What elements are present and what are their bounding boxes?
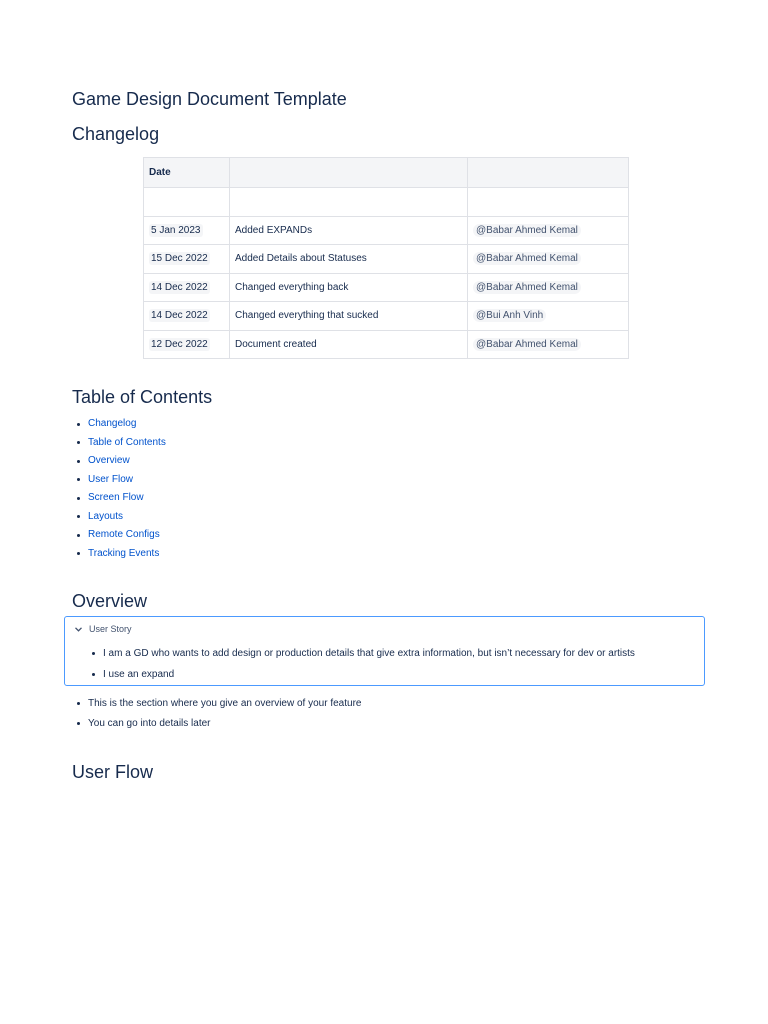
- list-item-text: I am a GD who wants to add design or production details that give extra information, but isn’t necessary for dev or artists: [103, 647, 635, 659]
- list-item: [87, 664, 635, 685]
- cell-date: [144, 245, 230, 274]
- bullet-icon: [77, 423, 80, 426]
- bullet-icon: [77, 722, 80, 725]
- list-item: [72, 545, 166, 564]
- cell-date: [144, 302, 230, 331]
- user-mention[interactable]: @Babar Ahmed Kemal: [473, 281, 581, 294]
- expand-toggle[interactable]: [73, 624, 132, 634]
- changelog-table: [143, 157, 629, 359]
- column-header-date: Date: [144, 158, 230, 188]
- bullet-icon: [77, 552, 80, 555]
- column-header-author: [468, 158, 629, 188]
- bullet-icon: [92, 673, 95, 676]
- bullet-icon: [77, 460, 80, 463]
- table-row: [144, 273, 629, 302]
- toc-link-table-of-contents[interactable]: Table of Contents: [88, 436, 166, 448]
- list-item: [72, 471, 166, 490]
- list-item: [72, 489, 166, 508]
- toc-link-layouts[interactable]: Layouts: [88, 510, 124, 522]
- overview-heading: Overview: [72, 591, 148, 611]
- toc-link-overview[interactable]: Overview: [88, 455, 130, 466]
- changelog-heading: Changelog: [72, 124, 160, 144]
- date-lozenge[interactable]: 14 Dec 2022: [151, 281, 208, 293]
- bullet-icon: [92, 652, 95, 655]
- toc-link-tracking-events[interactable]: Tracking Events: [88, 547, 160, 559]
- list-item: [72, 415, 166, 434]
- cell-author: [468, 302, 629, 331]
- list-item-text: This is the section where you give an overview of your feature: [88, 698, 362, 710]
- cell-date: [144, 273, 230, 302]
- toc-link-user-flow[interactable]: User Flow: [88, 473, 134, 485]
- cell-change: Changed everything that sucked: [230, 302, 468, 331]
- user-mention[interactable]: @Bui Anh Vinh: [473, 309, 546, 322]
- user-mention[interactable]: @Babar Ahmed Kemal: [473, 224, 581, 237]
- date-lozenge[interactable]: 15 Dec 2022: [151, 253, 208, 265]
- page-title: Game Design Document Template: [72, 89, 347, 109]
- cell-change: Changed everything back: [230, 273, 468, 302]
- toc-heading: Table of Contents: [72, 387, 213, 407]
- bullet-icon: [77, 478, 80, 481]
- expand-content-list: [87, 643, 635, 685]
- expand-title: User Story: [89, 624, 132, 634]
- list-item-text: I use an expand: [103, 668, 175, 680]
- list-item: [72, 714, 361, 734]
- bullet-icon: [77, 497, 80, 500]
- table-row: [144, 302, 629, 331]
- cell-author: [468, 245, 629, 274]
- table-row: [144, 216, 629, 245]
- table-row: [144, 330, 629, 359]
- cell-author: [468, 273, 629, 302]
- cell-date: [144, 216, 230, 245]
- cell-change: Added Details about Statuses: [230, 245, 468, 274]
- user-flow-heading: User Flow: [72, 762, 154, 782]
- list-item-text: You can go into details later: [88, 717, 211, 729]
- date-lozenge[interactable]: 5 Jan 2023: [151, 224, 201, 236]
- user-mention[interactable]: @Babar Ahmed Kemal: [473, 338, 581, 351]
- toc-list: [72, 415, 166, 563]
- date-lozenge[interactable]: 14 Dec 2022: [151, 310, 208, 322]
- user-mention[interactable]: @Babar Ahmed Kemal: [473, 252, 581, 265]
- list-item: [72, 694, 361, 714]
- toc-link-remote-configs[interactable]: Remote Configs: [88, 529, 160, 540]
- cell-change[interactable]: [230, 188, 468, 217]
- cell-author: [468, 216, 629, 245]
- cell-change: Document created: [230, 330, 468, 359]
- list-item: [72, 508, 166, 527]
- cell-author: [468, 330, 629, 359]
- bullet-icon: [77, 441, 80, 444]
- cell-date[interactable]: [144, 188, 230, 217]
- bullet-icon: [77, 534, 80, 537]
- cell-date: [144, 330, 230, 359]
- cell-author[interactable]: [468, 188, 629, 217]
- list-item: [72, 434, 166, 453]
- table-row: [144, 188, 629, 217]
- list-item: [72, 526, 166, 545]
- list-item: [72, 452, 166, 471]
- table-row: [144, 245, 629, 274]
- bullet-icon: [77, 702, 80, 705]
- table-header-row: [144, 158, 629, 188]
- date-lozenge[interactable]: 12 Dec 2022: [151, 338, 208, 350]
- column-header-change: [230, 158, 468, 188]
- list-item: [87, 643, 635, 664]
- bullet-icon: [77, 515, 80, 518]
- user-story-expand: [64, 616, 705, 686]
- overview-list: [72, 694, 361, 733]
- toc-link-changelog[interactable]: Changelog: [88, 418, 137, 429]
- toc-link-screen-flow[interactable]: Screen Flow: [88, 492, 144, 503]
- cell-change: Added EXPANDs: [230, 216, 468, 245]
- chevron-down-icon: [73, 624, 83, 634]
